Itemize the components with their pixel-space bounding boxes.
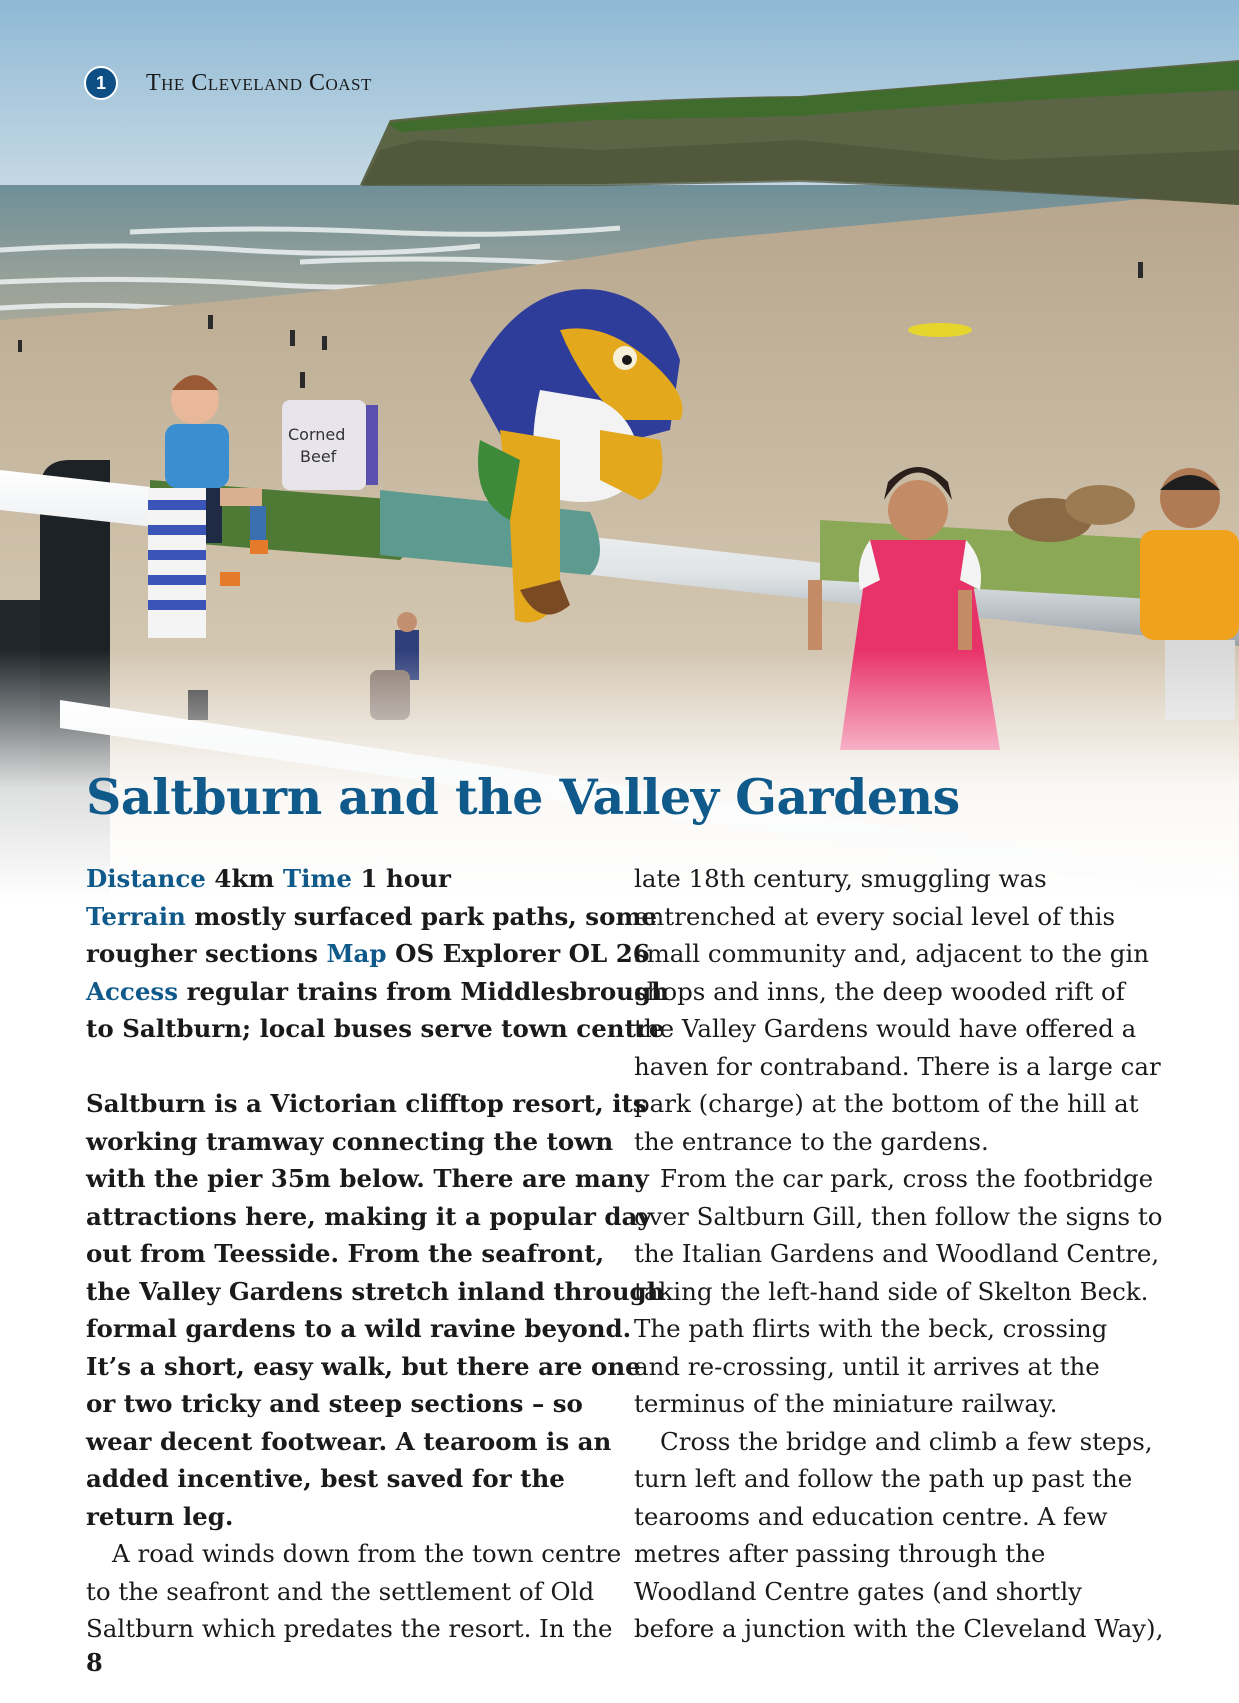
intro-line: added incentive, best saved for the: [86, 1464, 565, 1493]
intro-line: out from Teesside. From the seafront,: [86, 1239, 605, 1268]
intro-line: attractions here, making it a popular day: [86, 1201, 652, 1231]
body-line: and re-crossing, until it arrives at the: [634, 1351, 1100, 1381]
body-line: Woodland Centre gates (and shortly: [634, 1576, 1083, 1606]
body-line: haven for contraband. There is a large car: [634, 1051, 1161, 1081]
access-value-cont: to Saltburn; local buses serve town centre: [86, 1014, 665, 1043]
intro-line: It’s a short, easy walk, but there are one: [86, 1351, 641, 1381]
chapter-number-badge: 1: [84, 66, 118, 100]
intro-line: working tramway connecting the town: [86, 1126, 614, 1156]
page-number: 8: [86, 1648, 103, 1677]
intro-line: Saltburn is a Victorian clifftop resort, its: [86, 1089, 647, 1118]
access-label: Access: [86, 976, 179, 1006]
map-value: OS Explorer OL 26: [395, 939, 650, 968]
body-line: terminus of the miniature railway.: [634, 1389, 1058, 1418]
intro-line: wear decent footwear. A tearoom is an: [86, 1426, 612, 1456]
body-line: tearooms and education centre. A few: [634, 1501, 1108, 1531]
body-line: the entrance to the gardens.: [634, 1126, 989, 1156]
right-column: [634, 860, 1194, 1648]
body-line: A road winds down from the town centre: [112, 1539, 622, 1568]
walk-facts: [86, 860, 669, 1048]
body-line: taking the left-hand side of Skelton Beck.: [634, 1276, 1149, 1306]
terrain-value: mostly surfaced park paths, some: [194, 901, 657, 931]
body-paragraph: [634, 1160, 1194, 1423]
intro-line: return leg.: [86, 1501, 234, 1531]
body-line: shops and inns, the deep wooded rift of: [634, 976, 1125, 1006]
intro-line: with the pier 35m below. There are many: [86, 1164, 649, 1193]
intro-line: formal gardens to a wild ravine beyond.: [86, 1314, 632, 1343]
intro-paragraph: [86, 1085, 665, 1535]
body-line: park (charge) at the bottom of the hill at: [634, 1089, 1139, 1118]
body-line: small community and, adjacent to the gin: [634, 939, 1150, 968]
terrain-value-cont: rougher sections: [86, 939, 318, 968]
access-value: regular trains from Middlesbrough: [186, 976, 669, 1006]
body-line: entrenched at every social level of this: [634, 901, 1116, 931]
body-line: The path flirts with the beck, crossing: [634, 1314, 1108, 1343]
body-line: metres after passing through the: [634, 1539, 1046, 1568]
body-line: the Italian Gardens and Woodland Centre,: [634, 1239, 1160, 1268]
body-line: to the seafront and the settlement of Old: [86, 1576, 595, 1606]
body-line: late 18th century, smuggling was: [634, 864, 1047, 893]
chapter-header: [84, 66, 372, 100]
tin-label: Corned: [288, 425, 346, 444]
left-column: [86, 860, 669, 1648]
body-line: From the car park, cross the footbridge: [660, 1164, 1154, 1193]
distance-value: 4km: [214, 864, 275, 893]
body-paragraph: [634, 1423, 1194, 1648]
chapter-title: The Cleveland Coast: [146, 69, 372, 96]
body-paragraph: [634, 860, 1194, 1160]
body-line: Cross the bridge and climb a few steps,: [660, 1426, 1153, 1456]
body-line: over Saltburn Gill, then follow the signs to: [634, 1201, 1163, 1231]
svg-text:Beef: Beef: [300, 447, 337, 466]
time-label: Time: [282, 864, 352, 893]
body-line: Saltburn which predates the resort. In the: [86, 1614, 613, 1643]
intro-line: the Valley Gardens stretch inland through: [86, 1276, 665, 1306]
body-paragraph: [86, 1535, 622, 1648]
body-line: before a junction with the Cleveland Way),: [634, 1614, 1164, 1643]
intro-line: or two tricky and steep sections – so: [86, 1389, 583, 1418]
walk-title: Saltburn and the Valley Gardens: [86, 768, 960, 826]
body-line: turn left and follow the path up past the: [634, 1464, 1133, 1493]
time-value: 1 hour: [360, 864, 451, 893]
distance-label: Distance: [86, 864, 206, 893]
map-label: Map: [326, 939, 387, 968]
body-line: the Valley Gardens would have offered a: [634, 1014, 1137, 1043]
terrain-label: Terrain: [86, 901, 186, 931]
